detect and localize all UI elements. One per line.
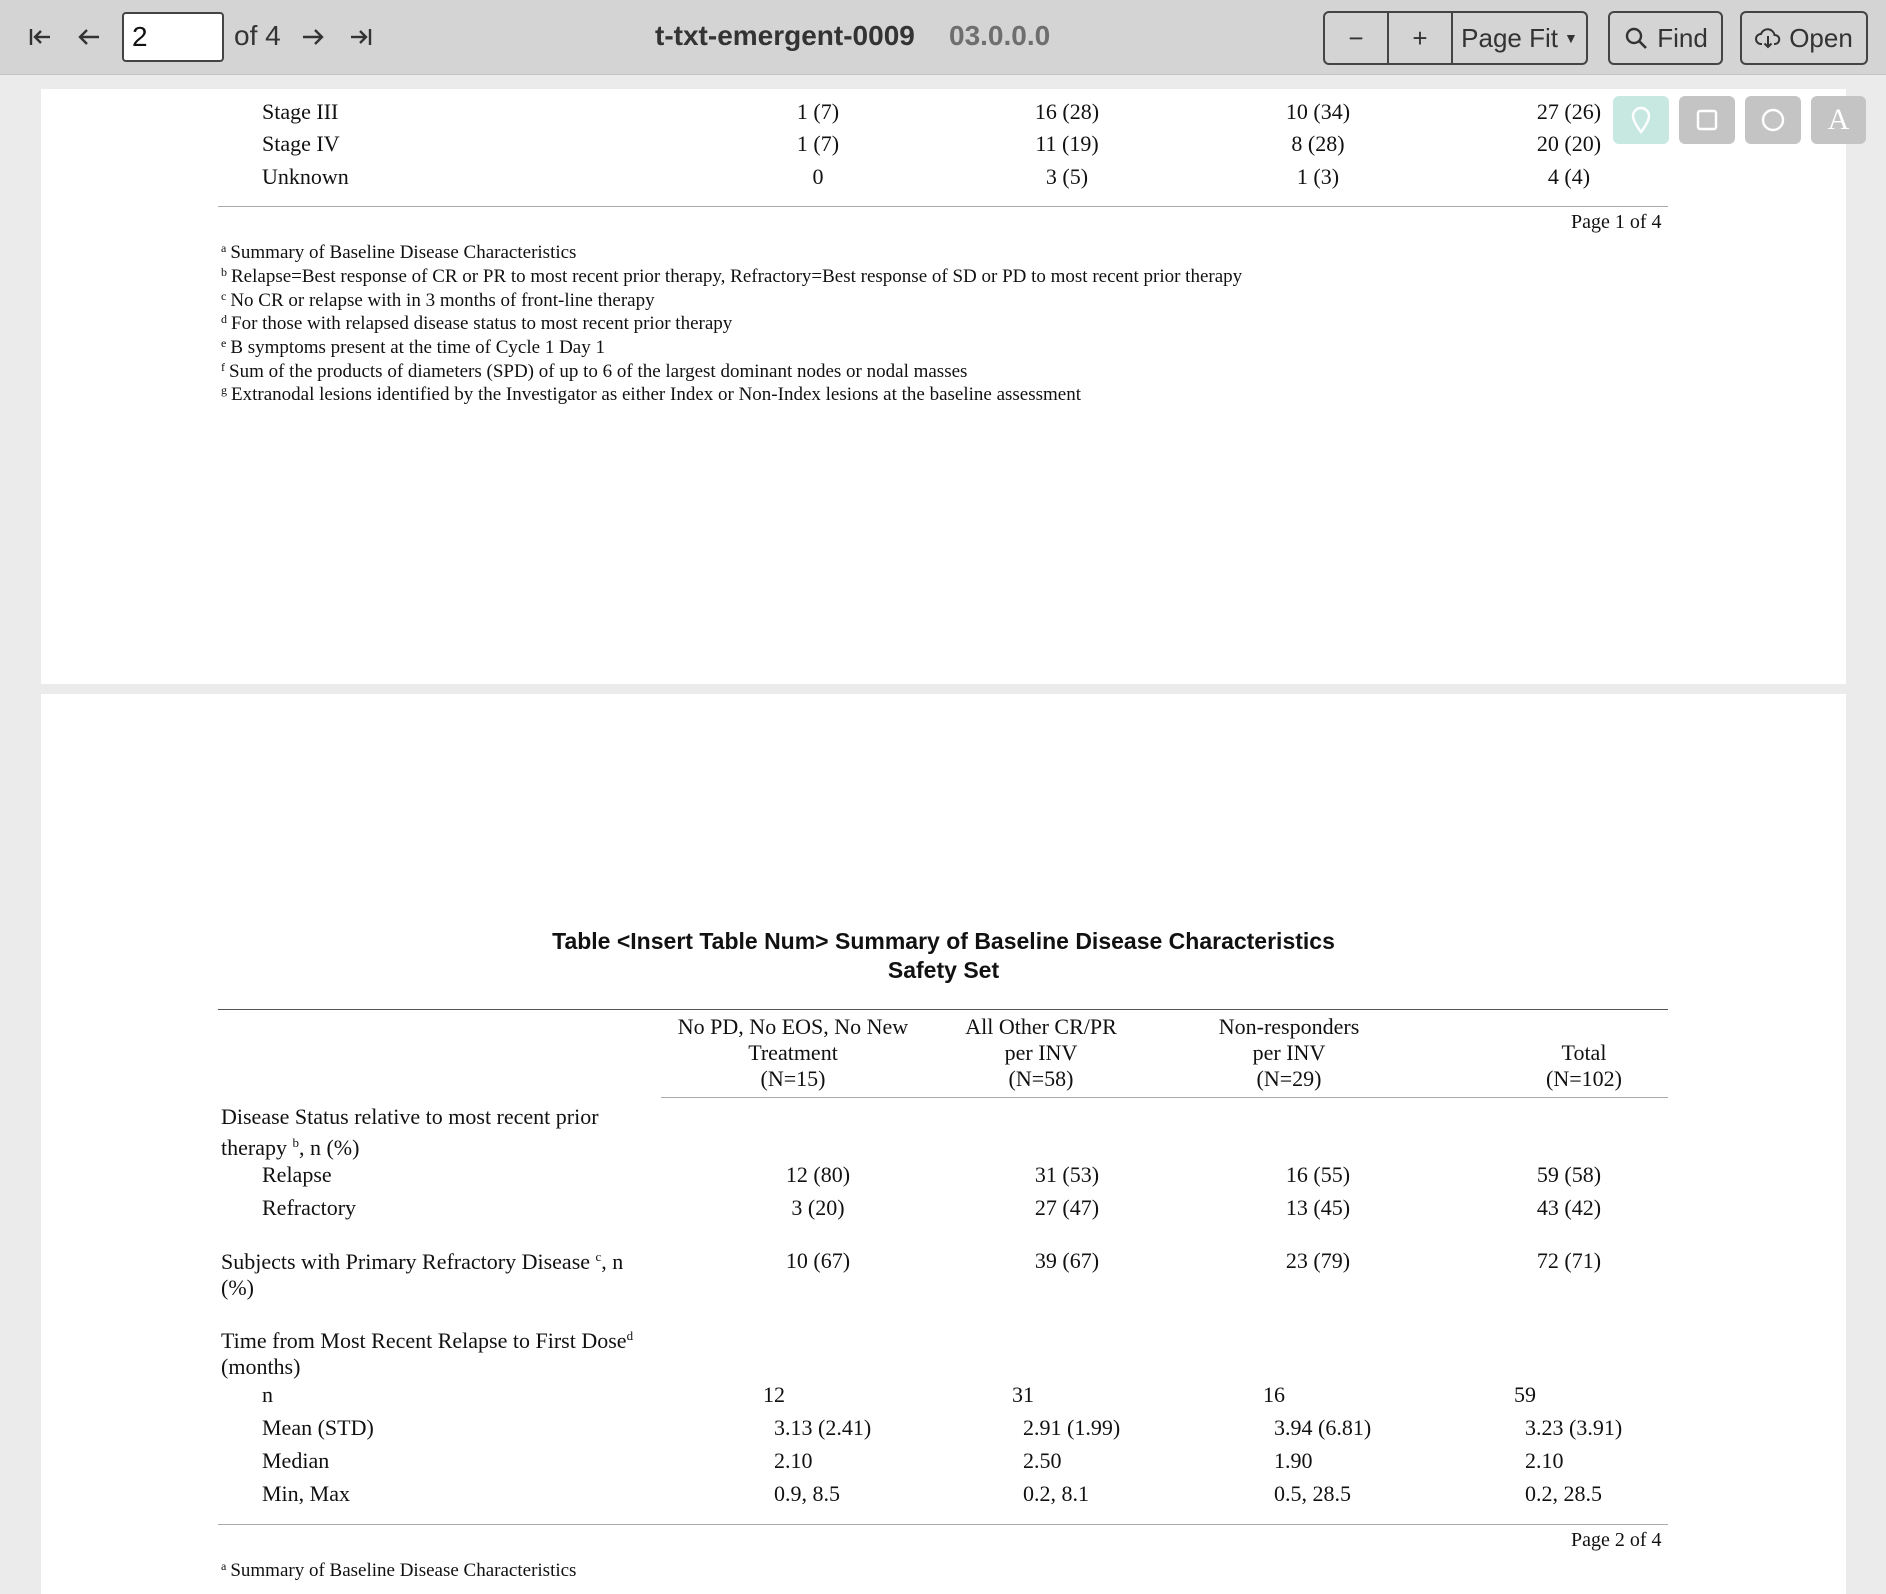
zoom-controls [1323, 11, 1588, 65]
section-label: Disease Status relative to most recent prior therapy $^b$, n (%) [221, 1104, 599, 1160]
row-label: n [262, 1382, 273, 1407]
footnote: $^f$ Sum of the products of diameters (SPD) of up to 6 of the largest dominant nodes or nodal masses [221, 360, 968, 382]
cell: 1 (7) [796, 99, 840, 124]
cell: 3.94 (6.81) [1274, 1415, 1372, 1440]
footnote: $^g$ Extranodal lesions identified by the Investigator as either Index or Non-Index lesions at the baseline assessment [221, 383, 1082, 405]
row-label: Median [262, 1448, 330, 1473]
page-fit-label: Page Fit [1461, 22, 1558, 53]
cell: 0.5, 28.5 [1274, 1481, 1351, 1506]
header-underline [661, 1097, 1668, 1098]
text-annotation-tool[interactable] [1811, 96, 1866, 144]
cell: 23 (79) [1285, 1248, 1351, 1273]
row-label: Relapse [262, 1162, 332, 1187]
map-pin-icon [1626, 105, 1656, 135]
text-icon: A [1827, 103, 1850, 136]
footnote: $^c$ No CR or relapse with in 3 months of front-line therapy [221, 289, 655, 311]
cell: 16 [1263, 1382, 1285, 1407]
cell: 2.10 [1525, 1448, 1564, 1473]
last-page-icon[interactable] [345, 21, 377, 53]
cell: 2.10 [774, 1448, 813, 1473]
cell: 2.91 (1.99) [1023, 1415, 1121, 1440]
cell: 59 [1514, 1382, 1536, 1407]
table-title-line1: Table <Insert Table Num> Summary of Baseline Disease Characteristics [552, 928, 1335, 954]
cell: 13 (45) [1285, 1195, 1351, 1220]
find-label: Find [1657, 22, 1708, 53]
previous-page-icon[interactable] [73, 21, 105, 53]
cell: 10 (67) [785, 1248, 851, 1273]
column-header: Total (N=102) [1546, 1040, 1622, 1091]
clipped-row [261, 75, 267, 97]
document-page-1 [41, 89, 1846, 684]
cell: 16 (55) [1285, 1162, 1351, 1187]
document-version: 03.0.0.0 [949, 20, 1051, 51]
table-title [41, 927, 1846, 985]
first-page-icon[interactable] [24, 21, 56, 53]
footnote: $^d$ For those with relapsed disease status to most recent prior therapy [221, 312, 733, 334]
row-label: Min, Max [262, 1481, 350, 1506]
cell: 72 (71) [1536, 1248, 1602, 1273]
pin-annotation-tool[interactable] [1613, 96, 1669, 144]
column-header: All Other CR/PR per INV (N=58) [965, 1014, 1117, 1091]
cell: 31 [1012, 1382, 1034, 1407]
zoom-in-button[interactable]: + [1389, 13, 1453, 63]
cell: 0.2, 8.1 [1023, 1481, 1089, 1506]
page-fit-dropdown[interactable] [1453, 13, 1586, 63]
cell: 12 (80) [785, 1162, 851, 1187]
cell: 1 (7) [796, 131, 840, 156]
footnote: $^a$ Summary of Baseline Disease Characteristics [221, 1559, 577, 1581]
circle-icon [1758, 105, 1788, 135]
column-header: Non-responders per INV (N=29) [1218, 1014, 1360, 1091]
cell: 16 (28) [1034, 99, 1100, 124]
cell: 1.90 [1274, 1448, 1313, 1473]
cell: 1 (3) [1296, 164, 1340, 189]
footnote: $^e$ B symptoms present at the time of Cycle 1 Day 1 [221, 336, 605, 358]
cell: 8 (28) [1291, 131, 1345, 156]
column-header: No PD, No EOS, No New Treatment (N=15) [677, 1014, 909, 1091]
footnote: $^b$ Relapse=Best response of CR or PR to most recent prior therapy, Refractory=Best response of SD or PD to most recent prior therapy [221, 265, 1243, 287]
cloud-download-icon [1755, 25, 1781, 51]
table-bottom-rule [218, 1524, 1668, 1525]
cell: 3 (5) [1045, 164, 1089, 189]
cell: 3 (20) [791, 1195, 845, 1220]
page-count-label: of 4 [234, 20, 281, 51]
footnote: $^a$ Summary of Baseline Disease Characteristics [221, 241, 577, 263]
page-number-label: Page 1 of 4 [1571, 211, 1662, 233]
cell: 31 (53) [1034, 1162, 1100, 1187]
section-label: Time from Most Recent Relapse to First Dose$^d$ (months) [221, 1328, 634, 1379]
cell: 10 (34) [1285, 99, 1351, 124]
table-bottom-rule [218, 206, 1668, 207]
caret-down-icon: ▼ [1563, 30, 1578, 46]
page-number-input[interactable] [122, 12, 224, 62]
cell: 12 [763, 1382, 785, 1407]
circle-annotation-tool[interactable] [1745, 96, 1801, 144]
next-page-icon[interactable] [297, 21, 329, 53]
cell: 2.50 [1023, 1448, 1062, 1473]
page-number-label: Page 2 of 4 [1571, 1529, 1662, 1551]
cell: 43 (42) [1536, 1195, 1602, 1220]
cell: 3.13 (2.41) [774, 1415, 872, 1440]
table-title-line2: Safety Set [887, 956, 1000, 983]
open-button[interactable] [1740, 11, 1868, 65]
row-label: Mean (STD) [262, 1415, 374, 1440]
rectangle-annotation-tool[interactable] [1679, 96, 1735, 144]
cell: 3.23 (3.91) [1525, 1415, 1623, 1440]
open-label: Open [1789, 22, 1853, 53]
row-label: Unknown [262, 164, 349, 189]
cell: 27 (47) [1034, 1195, 1100, 1220]
zoom-out-button[interactable]: − [1325, 13, 1389, 63]
cell: 59 (58) [1536, 1162, 1602, 1187]
document-title: t-txt-emergent-0009 [655, 20, 915, 51]
viewer-toolbar [0, 0, 1886, 75]
section-label: Subjects with Primary Refractory Disease $^c$, n (%) [221, 1249, 624, 1300]
find-button[interactable] [1608, 11, 1723, 65]
row-label: Stage IV [262, 131, 340, 156]
cell: 20 (20) [1536, 131, 1602, 156]
cell: 11 (19) [1035, 131, 1099, 156]
search-icon [1623, 25, 1649, 51]
document-page-2 [41, 694, 1846, 1594]
cell: 27 (26) [1536, 99, 1602, 124]
cell: 39 (67) [1034, 1248, 1100, 1273]
cell: 0 [812, 164, 824, 189]
cell: 4 (4) [1547, 164, 1591, 189]
square-icon [1692, 105, 1722, 135]
cell: 0.2, 28.5 [1525, 1481, 1602, 1506]
cell: 0.9, 8.5 [774, 1481, 840, 1506]
row-label: Stage III [262, 99, 339, 124]
table-top-rule [218, 1009, 1668, 1010]
row-label: Refractory [262, 1195, 357, 1220]
